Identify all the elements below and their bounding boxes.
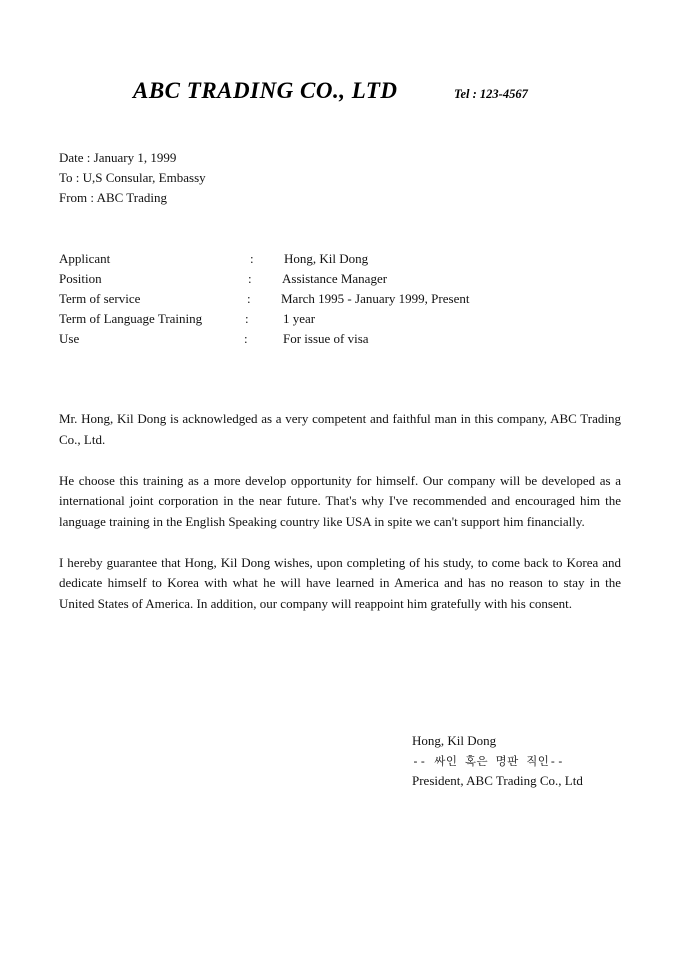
body-paragraph: I hereby guarantee that Hong, Kil Dong wishes, upon completing of his study, to come back to Korea and dedicate himself to Korea with what he will have learned in America and has no reason to stay in the United States of America. In addition, our company will reappoint him gratefully with his consent.	[59, 554, 621, 611]
field-colon: :	[248, 271, 252, 286]
to-line: To : U,S Consular, Embassy	[59, 170, 206, 185]
signatory-name: Hong, Kil Dong	[412, 733, 497, 748]
field-label: Applicant	[59, 251, 111, 266]
telephone-number: Tel : 123-4567	[454, 87, 528, 101]
field-row-position	[59, 269, 619, 289]
body-paragraph: Mr. Hong, Kil Dong is acknowledged as a very competent and faithful man in this company, ABC Trading Co., Ltd.	[59, 411, 621, 447]
field-label: Position	[59, 271, 102, 286]
field-value: March 1995 - January 1999, Present	[281, 291, 470, 306]
letter-body	[59, 409, 621, 635]
field-row-use	[59, 329, 619, 349]
date-line: Date : January 1, 1999	[59, 150, 177, 165]
field-value: 1 year	[283, 311, 316, 326]
applicant-details	[59, 249, 619, 349]
field-colon: :	[247, 291, 251, 306]
field-row-term-of-service	[59, 289, 619, 309]
field-row-applicant	[59, 249, 619, 269]
company-name: ABC TRADING CO., LTD	[133, 78, 398, 103]
field-label: Term of Language Training	[59, 311, 203, 326]
from-line: From : ABC Trading	[59, 190, 168, 205]
field-label: Term of service	[59, 291, 141, 306]
signature-block	[412, 731, 583, 791]
field-label: Use	[59, 331, 80, 346]
signatory-title: President, ABC Trading Co., Ltd	[412, 773, 583, 788]
letter-header	[59, 148, 206, 208]
field-value: For issue of visa	[283, 331, 369, 346]
field-row-language-training	[59, 309, 619, 329]
field-colon: :	[250, 251, 254, 266]
field-colon: :	[244, 331, 248, 346]
field-value: Hong, Kil Dong	[284, 251, 369, 266]
body-paragraph: He choose this training as a more develop opportunity for himself. Our company will be developed as a international joint corporation in the near future. That's why I've recommended and encouraged him the language training in the English Speaking country like USA in spite we can't support him financially.	[59, 472, 621, 529]
field-colon: :	[245, 311, 249, 326]
field-value: Assistance Manager	[282, 271, 388, 286]
signature-seal-note: -- 싸인 혹은 명판 직인--	[412, 754, 565, 768]
